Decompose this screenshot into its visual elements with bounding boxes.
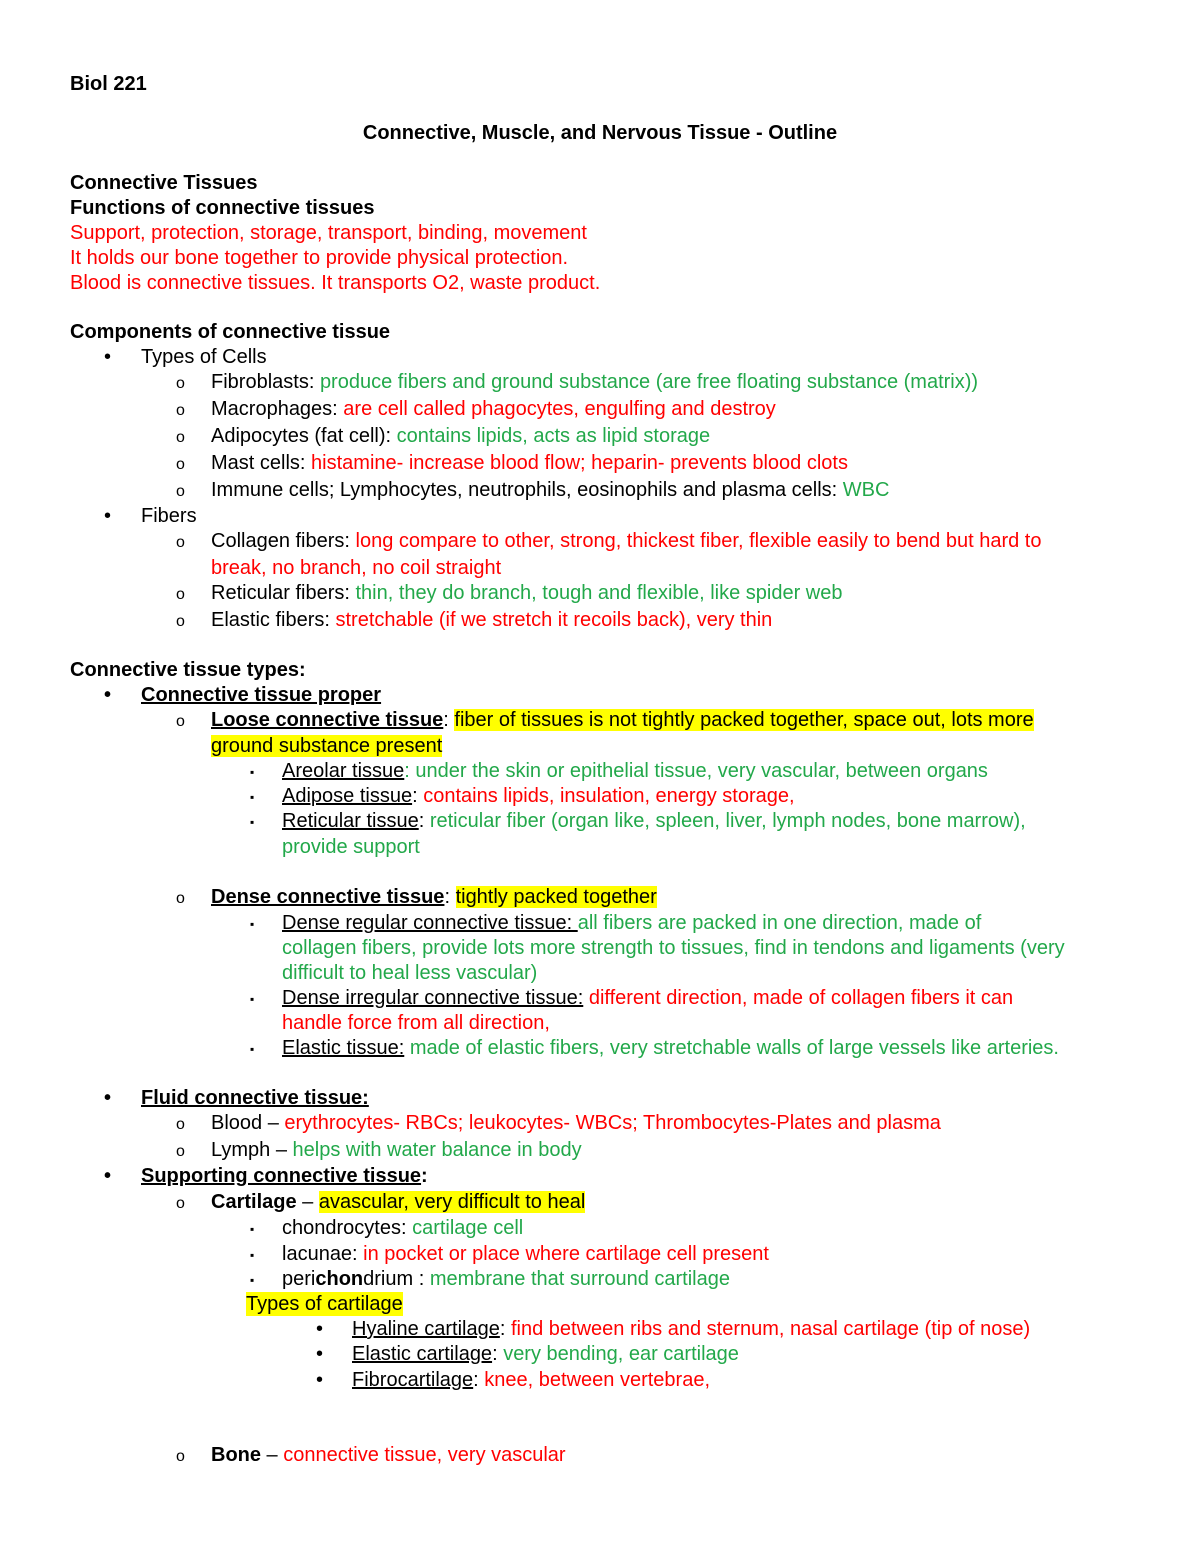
circle-bullet-icon: o (176, 1195, 185, 1212)
list-item-elastic-tissue (282, 1036, 1059, 1060)
square-bullet-icon: ▪ (250, 790, 255, 804)
circle-bullet-icon: o (176, 586, 185, 603)
separator: : (421, 1165, 428, 1187)
term: Mast cells: (211, 452, 312, 474)
term: Adipocytes (fat cell): (211, 425, 397, 447)
bullet-icon: • (104, 684, 112, 706)
list-item-loose (211, 708, 1034, 732)
description: thin, they do branch, tough and flexible, like spider web (355, 582, 843, 604)
description: produce fibers and ground substance (are free floating substance (matrix)) (319, 371, 979, 393)
bullet-icon: • (104, 346, 112, 368)
description: erythrocytes- RBCs; leukocytes- WBCs; Thrombocytes-Plates and plasma (284, 1112, 941, 1134)
types-of-cells: Types of Cells (141, 346, 267, 368)
term: Cartilage (211, 1191, 297, 1213)
term: Blood – (211, 1112, 285, 1134)
term: Adipose tissue (282, 785, 413, 807)
fibers-label: Fibers (141, 505, 197, 527)
proper-heading: Connective tissue proper (141, 684, 382, 706)
circle-bullet-icon: o (176, 483, 185, 500)
list-item-cartilage (211, 1190, 585, 1214)
components-heading: Components of connective tissue (70, 321, 391, 343)
description: histamine- increase blood flow; heparin- prevents blood clots (311, 452, 848, 474)
circle-bullet-icon: o (176, 429, 185, 446)
list-item-elastic-fibers (211, 608, 772, 632)
list-item-adipocytes (211, 424, 710, 448)
list-item-hyaline (352, 1317, 1030, 1341)
description: very bending, ear cartilage (503, 1343, 739, 1365)
term: lacunae: (282, 1243, 364, 1265)
separator: : (473, 1369, 485, 1391)
bullet-icon: • (316, 1369, 324, 1391)
dense-regular-continued-1: collagen fibers, provide lots more strength to tissues, find in tendons and ligaments (very (282, 937, 1065, 959)
separator: – (261, 1444, 284, 1466)
list-item-dense (211, 885, 657, 909)
description: avascular, very difficult to heal (318, 1191, 586, 1213)
description: long compare to other, strong, thickest fiber, flexible easily to bend but hard to (355, 530, 1042, 552)
square-bullet-icon: ▪ (250, 1222, 255, 1236)
description: : under the skin or epithelial tissue, very vascular, between organs (404, 760, 988, 782)
types-of-cartilage: Types of cartilage (246, 1293, 403, 1315)
circle-bullet-icon: o (176, 613, 185, 630)
description: different direction, made of collagen fibers it can (583, 987, 1014, 1009)
description: contains lipids, insulation, energy storage, (423, 785, 795, 807)
description: stretchable (if we stretch it recoils back), very thin (335, 609, 773, 631)
circle-bullet-icon: o (176, 713, 185, 730)
description: tightly packed together (455, 886, 657, 908)
description: ground substance present (211, 735, 443, 757)
term: Lymph – (211, 1139, 293, 1161)
description: in pocket or place where cartilage cell present (363, 1243, 769, 1265)
dense-regular-continued-2: difficult to heal less vascular) (282, 962, 538, 984)
circle-bullet-icon: o (176, 375, 185, 392)
description: fiber of tissues is not tightly packed together, space out, lots more (454, 709, 1034, 731)
circle-bullet-icon: o (176, 1116, 185, 1133)
term: Hyaline cartilage (352, 1318, 500, 1340)
description: made of elastic fibers, very stretchable walls of large vessels like arteries. (404, 1037, 1059, 1059)
circle-bullet-icon: o (176, 534, 185, 551)
list-item-fibrocartilage (352, 1368, 710, 1392)
term: chondrocytes: (282, 1217, 413, 1239)
list-item-fibroblasts (211, 370, 978, 394)
term: Loose connective tissue (211, 709, 444, 731)
term: Immune cells; Lymphocytes, neutrophils, eosinophils and plasma cells: (211, 479, 843, 501)
loose-continued (211, 734, 442, 758)
circle-bullet-icon: o (176, 456, 185, 473)
square-bullet-icon: ▪ (250, 1248, 255, 1262)
collagen-continued: break, no branch, no coil straight (211, 557, 502, 579)
supporting-heading (141, 1164, 428, 1188)
term: Bone (211, 1444, 261, 1466)
separator: : (499, 1318, 511, 1340)
description: are cell called phagocytes, engulfing and destroy (343, 398, 776, 420)
list-item-lacunae (282, 1242, 769, 1266)
term: Elastic fibers: (211, 609, 336, 631)
list-item-reticular-tissue (282, 809, 1026, 833)
description: connective tissue, very vascular (283, 1444, 566, 1466)
separator: – (296, 1191, 319, 1213)
dense-irregular-continued: handle force from all direction, (282, 1012, 550, 1034)
separator: : (492, 1343, 504, 1365)
list-item-chondrocytes (282, 1216, 523, 1240)
document-title: Connective, Muscle, and Nervous Tissue - Outline (362, 122, 838, 144)
term: Reticular fibers: (211, 582, 356, 604)
list-item-reticular-fibers (211, 581, 842, 605)
term-prefix: peri (282, 1268, 316, 1290)
list-item-mast-cells (211, 451, 848, 475)
square-bullet-icon: ▪ (250, 1042, 255, 1056)
separator: : (443, 709, 455, 731)
description: helps with water balance in body (292, 1139, 582, 1161)
separator: : (418, 810, 430, 832)
list-item-macrophages (211, 397, 776, 421)
circle-bullet-icon: o (176, 402, 185, 419)
term-root: chon (315, 1268, 364, 1290)
functions-line-3: Blood is connective tissues. It transports O2, waste product. (70, 272, 601, 294)
description: knee, between vertebrae, (484, 1369, 710, 1391)
list-item-dense-irregular (282, 986, 1013, 1010)
term: Fibroblasts: (211, 371, 320, 393)
bullet-icon: • (316, 1343, 324, 1365)
fluid-heading: Fluid connective tissue: (141, 1087, 369, 1109)
term: Dense regular connective tissue: (282, 912, 578, 934)
term: Elastic cartilage (352, 1343, 493, 1365)
section-heading: Connective Tissues (70, 172, 258, 194)
list-item-immune-cells (211, 478, 889, 502)
list-item-perichondrium (282, 1267, 730, 1291)
square-bullet-icon: ▪ (250, 1273, 255, 1287)
list-item-blood (211, 1111, 941, 1135)
term-suffix: drium : (363, 1268, 430, 1290)
list-item-dense-regular (282, 911, 981, 935)
description: contains lipids, acts as lipid storage (396, 425, 711, 447)
description: membrane that surround cartilage (429, 1268, 730, 1290)
description: all fibers are packed in one direction, made of (577, 912, 982, 934)
list-item-adipose (282, 784, 795, 808)
heading-text: Supporting connective tissue (141, 1165, 422, 1187)
list-item-collagen (211, 529, 1042, 553)
functions-line-2: It holds our bone together to provide physical protection. (70, 247, 569, 269)
description: find between ribs and sternum, nasal cartilage (tip of nose) (510, 1318, 1031, 1340)
list-item-lymph (211, 1138, 582, 1162)
square-bullet-icon: ▪ (250, 815, 255, 829)
circle-bullet-icon: o (176, 890, 185, 907)
term: Collagen fibers: (211, 530, 356, 552)
description: WBC (842, 479, 890, 501)
term: Elastic tissue: (282, 1037, 405, 1059)
list-item-areolar (282, 759, 988, 783)
bullet-icon: • (104, 505, 112, 527)
functions-heading: Functions of connective tissues (70, 197, 375, 219)
bullet-icon: • (104, 1165, 112, 1187)
reticular-continued: provide support (282, 836, 420, 858)
description: reticular fiber (organ like, spleen, liver, lymph nodes, bone marrow), (429, 810, 1026, 832)
term: Reticular tissue (282, 810, 419, 832)
bullet-icon: • (316, 1318, 324, 1340)
term: Dense irregular connective tissue: (282, 987, 584, 1009)
list-item-bone (211, 1443, 566, 1467)
square-bullet-icon: ▪ (250, 917, 255, 931)
term: Areolar tissue (282, 760, 405, 782)
term: Fibrocartilage (352, 1369, 474, 1391)
types-heading: Connective tissue types: (70, 659, 306, 681)
course-code: Biol 221 (70, 73, 147, 95)
circle-bullet-icon: o (176, 1143, 185, 1160)
separator: : (444, 886, 456, 908)
functions-line-1: Support, protection, storage, transport, binding, movement (70, 222, 587, 244)
term: Dense connective tissue (211, 886, 445, 908)
list-item-elastic-cartilage (352, 1342, 739, 1366)
term: Macrophages: (211, 398, 344, 420)
circle-bullet-icon: o (176, 1448, 185, 1465)
description: cartilage cell (412, 1217, 524, 1239)
square-bullet-icon: ▪ (250, 765, 255, 779)
square-bullet-icon: ▪ (250, 992, 255, 1006)
bullet-icon: • (104, 1087, 112, 1109)
separator: : (412, 785, 424, 807)
